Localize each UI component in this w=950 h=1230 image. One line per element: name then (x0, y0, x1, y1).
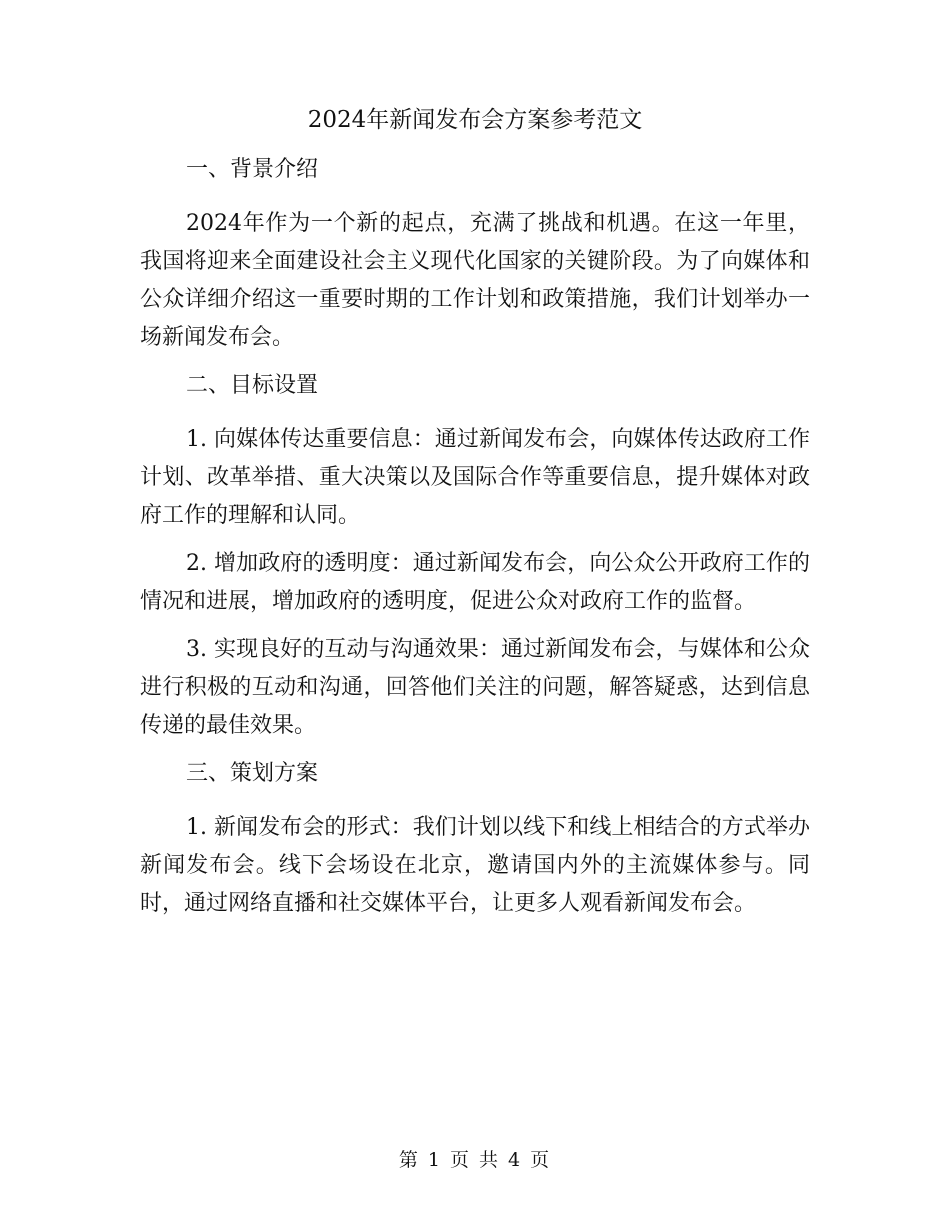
paragraph-goal-3: 3. 实现良好的互动与沟通效果：通过新闻发布会，与媒体和公众进行积极的互动和沟通，回答他们关注的问题，解答疑惑，达到信息传递的最佳效果。 (140, 637, 810, 738)
document-title: 2024年新闻发布会方案参考范文 (307, 107, 643, 133)
paragraph-goal-2: 2. 增加政府的透明度：通过新闻发布会，向公众公开政府工作的情况和进展，增加政府的透明度，促进公众对政府工作的监督。 (140, 551, 810, 614)
section-heading-plan: 三、策划方案 (186, 761, 319, 786)
paragraph-goal-1: 1. 向媒体传达重要信息：通过新闻发布会，向媒体传达政府工作计划、改革举措、重大决策以及国际合作等重要信息，提升媒体对政府工作的理解和认同。 (140, 427, 810, 528)
paragraph-plan-1: 1. 新闻发布会的形式：我们计划以线下和线上相结合的方式举办新闻发布会。线下会场设在北京，邀请国内外的主流媒体参与。同时，通过网络直播和社交媒体平台，让更多人观看新闻发布会。 (140, 815, 810, 916)
section-heading-goals: 二、目标设置 (186, 373, 319, 398)
section-heading-background: 一、背景介绍 (186, 157, 319, 182)
document-page (140, 103, 810, 933)
paragraph-background: 2024年作为一个新的起点，充满了挑战和机遇。在这一年里，我国将迎来全面建设社会主义现代化国家的关键阶段。为了向媒体和公众详细介绍这一重要时期的工作计划和政策措施，我们计划举办一场新闻发布会。 (140, 211, 810, 350)
page-indicator: 第 1 页 共 4 页 (398, 1149, 552, 1171)
